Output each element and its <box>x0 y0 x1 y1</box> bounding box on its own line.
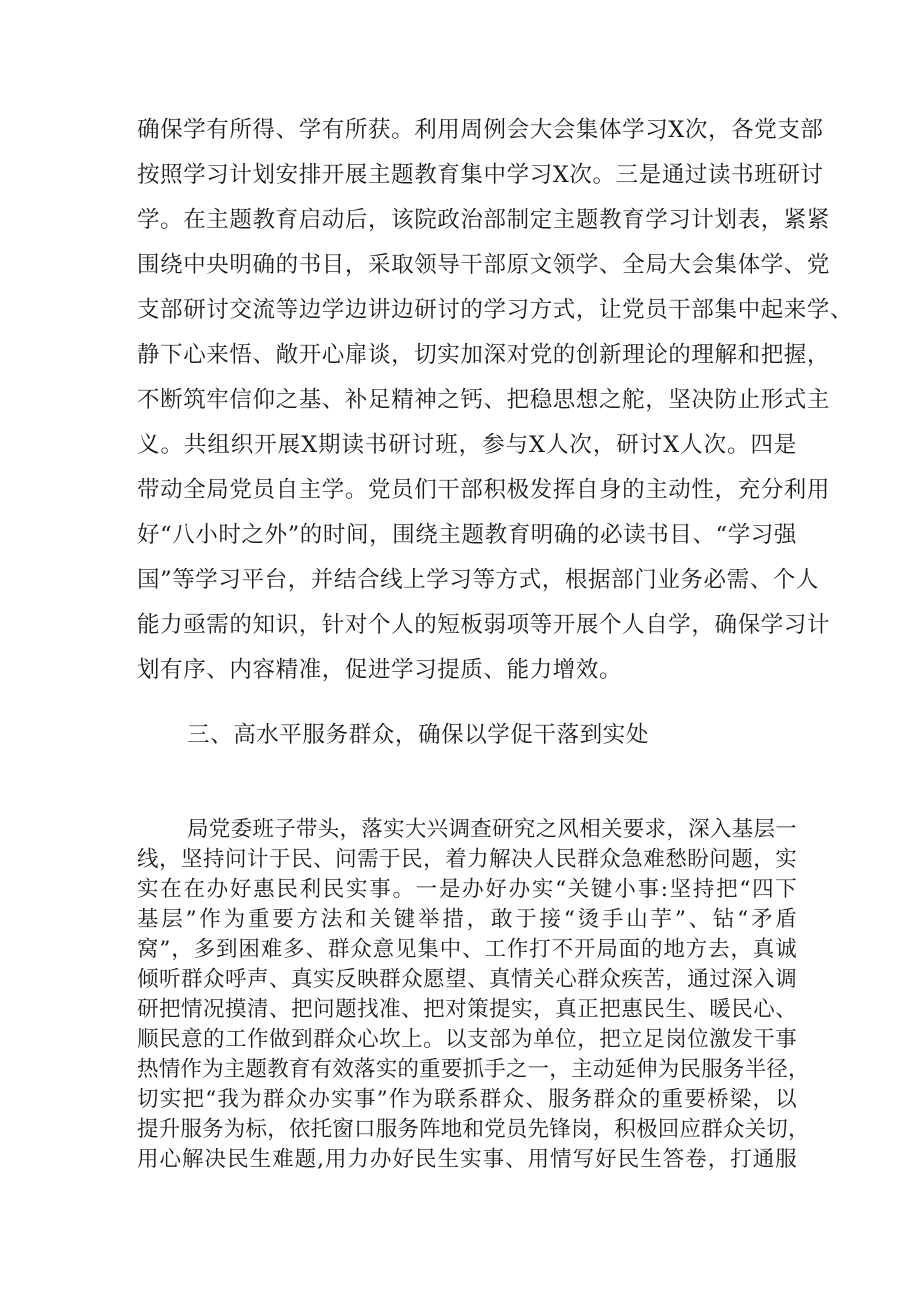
text-line: 窝”，多到困难多、群众意见集中、工作打不开局面的地方去，真诚 <box>137 937 797 962</box>
text-line: 静下心来悟、敞开心扉谈，切实加深对党的创新理论的理解和把握， <box>137 342 831 368</box>
text-line: 围绕中央明确的书目，采取领导干部原文领学、全局大会集体学、党 <box>137 252 831 278</box>
text-line: 国”等学习平台，并结合线上学习等方式，根据部门业务必需、个人 <box>137 567 820 593</box>
text-line: 倾听群众呼声、真实反映群众愿望、真情关心群众疾苦，通过深入调 <box>137 967 797 992</box>
text-line: 义。共组织开展X期读书研讨班，参与X人次，研讨X人次。四是 <box>137 432 797 458</box>
text-line: 不断筑牢信仰之基、补足精神之钙、把稳思想之舵，坚决防止形式主 <box>137 387 831 413</box>
text-line: 基层”作为重要方法和关键举措，敢于接“烫手山芋”、钻“矛盾 <box>137 907 797 932</box>
text-line: 研把情况摸清、把问题找准、把对策提实，真正把惠民生、暖民心、 <box>137 997 797 1022</box>
text-line: 好“八小时之外”的时间，围绕主题教育明确的必读书目、“学习强 <box>137 522 798 548</box>
text-line: 按照学习计划安排开展主题教育集中学习X次。三是通过读书班研讨 <box>137 162 824 188</box>
text-line: 切实把“我为群众办实事”作为联系群众、服务群众的重要桥梁，以 <box>137 1087 797 1112</box>
text-line: 实在在办好惠民利民实事。一是办好办实“关键小事:坚持把“四下 <box>137 877 797 902</box>
text-line: 热情作为主题教育有效落实的重要抓手之一，主动延伸为民服务半径， <box>137 1057 810 1082</box>
text-line: 支部研讨交流等边学边讲边研讨的学习方式，让党员干部集中起来学、 <box>137 297 854 323</box>
text-line: 能力亟需的知识，针对个人的短板弱项等开展个人自学，确保学习计 <box>137 612 831 638</box>
text-line: 提升服务为标，依托窗口服务阵地和党员先锋岗，积极回应群众关切， <box>137 1117 810 1142</box>
section-heading: 三、高水平服务群众，确保以学促干落到实处 <box>187 722 650 748</box>
text-line: 线，坚持问计于民、问需于民，着力解决人民群众急难愁盼问题，实 <box>137 847 797 872</box>
text-line: 用心解决民生难题,用力办好民生实事、用情写好民生答卷，打通服 <box>137 1147 797 1172</box>
text-line: 局党委班子带头，落实大兴调查研究之风相关要求，深入基层一 <box>187 817 797 842</box>
text-line: 带动全局党员自主学。党员们干部积极发挥自身的主动性，充分利用 <box>137 477 831 503</box>
text-line: 确保学有所得、学有所获。利用周例会大会集体学习X次，各党支部 <box>137 117 824 143</box>
text-line: 顺民意的工作做到群众心坎上。以支部为单位，把立足岗位激发干事 <box>137 1027 797 1052</box>
text-line: 学。在主题教育启动后，该院政治部制定主题教育学习计划表，紧紧 <box>137 207 831 233</box>
text-line: 划有序、内容精准，促进学习提质、能力增效。 <box>137 657 623 683</box>
